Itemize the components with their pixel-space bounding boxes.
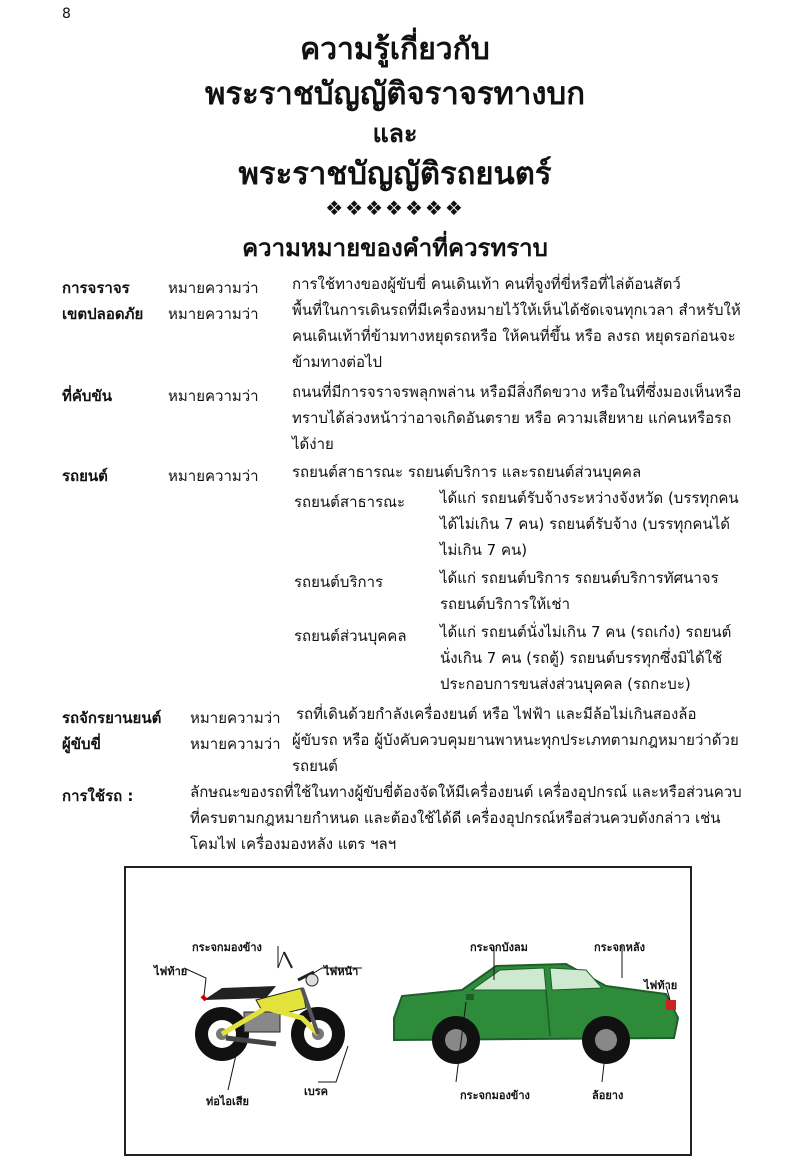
label-rear-window: กระจกหลัง: [594, 941, 645, 954]
definition-traffic: การใช้ทางของผู้ขับขี่ คนเดินเท้า คนที่จูงที่ขี่หรือที่ไล่ต้อนสัตว์: [292, 275, 681, 293]
title-line-4: พระราชบัญญัติรถยนตร์: [238, 156, 552, 192]
subterm-public-car: รถยนต์สาธารณะ: [294, 493, 406, 511]
definition-vehicle-use: ลักษณะของรถที่ใช้ในทางผู้ขับขี่ต้องจัดให้มีเครื่องยนต์ เครื่องอุปกรณ์ และหรือส่วนควบที่ครบตามกฎหมายกำหนด และต้องใช้ได้ดี เครื่องอุปกรณ์หรือส่วนควบดังกล่าว เช่น โคมไฟ เครื่องมองหลัง แตร ฯลฯ: [190, 783, 742, 853]
meaning-label: หมายความว่า: [168, 305, 259, 323]
label-windshield: กระจกบังลม: [470, 941, 528, 954]
subterm-private-car: รถยนต์ส่วนบุคคล: [294, 627, 407, 645]
label-tail-light-car: ไฟท้าย: [644, 979, 678, 992]
vehicles-drawing: [126, 868, 692, 1156]
subterm-service-car: รถยนต์บริการ: [294, 573, 384, 591]
term-motorcycle: รถจักรยานยนต์: [62, 709, 162, 727]
definition-car: รถยนต์สาธารณะ รถยนต์บริการ และรถยนต์ส่วนบุคคล: [292, 463, 642, 481]
label-tire: ล้อยาง: [592, 1089, 624, 1102]
label-brake: เบรค: [304, 1085, 329, 1098]
section-heading: ความหมายของคำที่ควรทราบ: [242, 234, 548, 262]
subdef-public-car: ได้แก่ รถยนต์รับจ้างระหว่างจังหวัด (บรรทุกคนได้ไม่เกิน 7 คน) รถยนต์รับจ้าง (บรรทุกคนได้ไม่เกิน 7 คน): [440, 489, 739, 559]
title-line-1: ความรู้เกี่ยวกับ: [300, 32, 490, 67]
definition-congested: ถนนที่มีการจราจรพลุกพล่าน หรือมีสิ่งกีดขวาง หรือในที่ซึ่งมองเห็นหรือทราบได้ล่วงหน้าว่าอาจเกิดอันตราย หรือ ความเสียหาย แก่คนหรือรถได้ง่าย: [292, 383, 742, 453]
subdef-service-car: ได้แก่ รถยนต์บริการ รถยนต์บริการทัศนาจร รถยนต์บริการให้เช่า: [440, 569, 719, 613]
meaning-label: หมายความว่า: [168, 387, 259, 405]
term-car: รถยนต์: [62, 467, 108, 485]
term-driver: ผู้ขับขี่: [62, 735, 101, 753]
moto-headlight: [306, 974, 318, 986]
car-rear-window: [550, 968, 602, 990]
label-tail-light-moto: ไฟท้าย: [154, 965, 188, 978]
term-vehicle-use: การใช้รถ :: [62, 787, 134, 805]
meaning-label: หมายความว่า: [190, 709, 281, 727]
ornament-divider: ❖❖❖❖❖❖❖: [325, 196, 465, 220]
car-image: [394, 964, 678, 1064]
car-side-mirror: [466, 994, 474, 1000]
title-line-2: พระราชบัญญัติจราจรทางบก: [205, 76, 585, 112]
meaning-label: หมายความว่า: [190, 735, 281, 753]
definition-motorcycle: รถที่เดินด้วยกำลังเครื่องยนต์ หรือ ไฟฟ้า และมีล้อไม่เกินสองล้อ: [296, 705, 697, 723]
vehicle-illustration: [124, 866, 692, 1156]
car-tail-light: [666, 1000, 676, 1010]
definition-driver: ผู้ขับรถ หรือ ผู้บังคับควบคุมยานพาหนะทุกประเภทตามกฎหมายว่าด้วยรถยนต์: [292, 731, 739, 775]
meaning-label: หมายความว่า: [168, 279, 259, 297]
label-muffler: ท่อไอเสีย: [206, 1095, 249, 1108]
label-side-mirror-car: กระจกมองข้าง: [460, 1089, 530, 1102]
page-number: 8: [62, 6, 71, 22]
label-side-mirror: กระจกมองข้าง: [192, 941, 262, 954]
term-safety-zone: เขตปลอดภัย: [62, 305, 144, 323]
label-headlight: ไฟหน้า: [324, 965, 359, 978]
meaning-label: หมายความว่า: [168, 467, 259, 485]
term-congested: ที่คับขัน: [62, 387, 112, 405]
title-line-3: และ: [372, 119, 418, 148]
subdef-private-car: ได้แก่ รถยนต์นั่งไม่เกิน 7 คน (รถเก๋ง) รถยนต์นั่งเกิน 7 คน (รถตู้) รถยนต์บรรทุกซึ่งมิได้ใช้ประกอบการขนส่งส่วนบุคคล (รถกะบะ): [440, 623, 732, 693]
definition-safety-zone: พื้นที่ในการเดินรถที่มีเครื่องหมายไว้ให้เห็นได้ชัดเจนทุกเวลา สำหรับให้คนเดินเท้าที่ข้ามทางหยุดรถหรือ ให้คนที่ขึ้น หรือ ลงรถ หยุดรอก่อนจะข้ามทางต่อไป: [292, 301, 741, 371]
term-traffic: การจราจร: [62, 279, 130, 297]
